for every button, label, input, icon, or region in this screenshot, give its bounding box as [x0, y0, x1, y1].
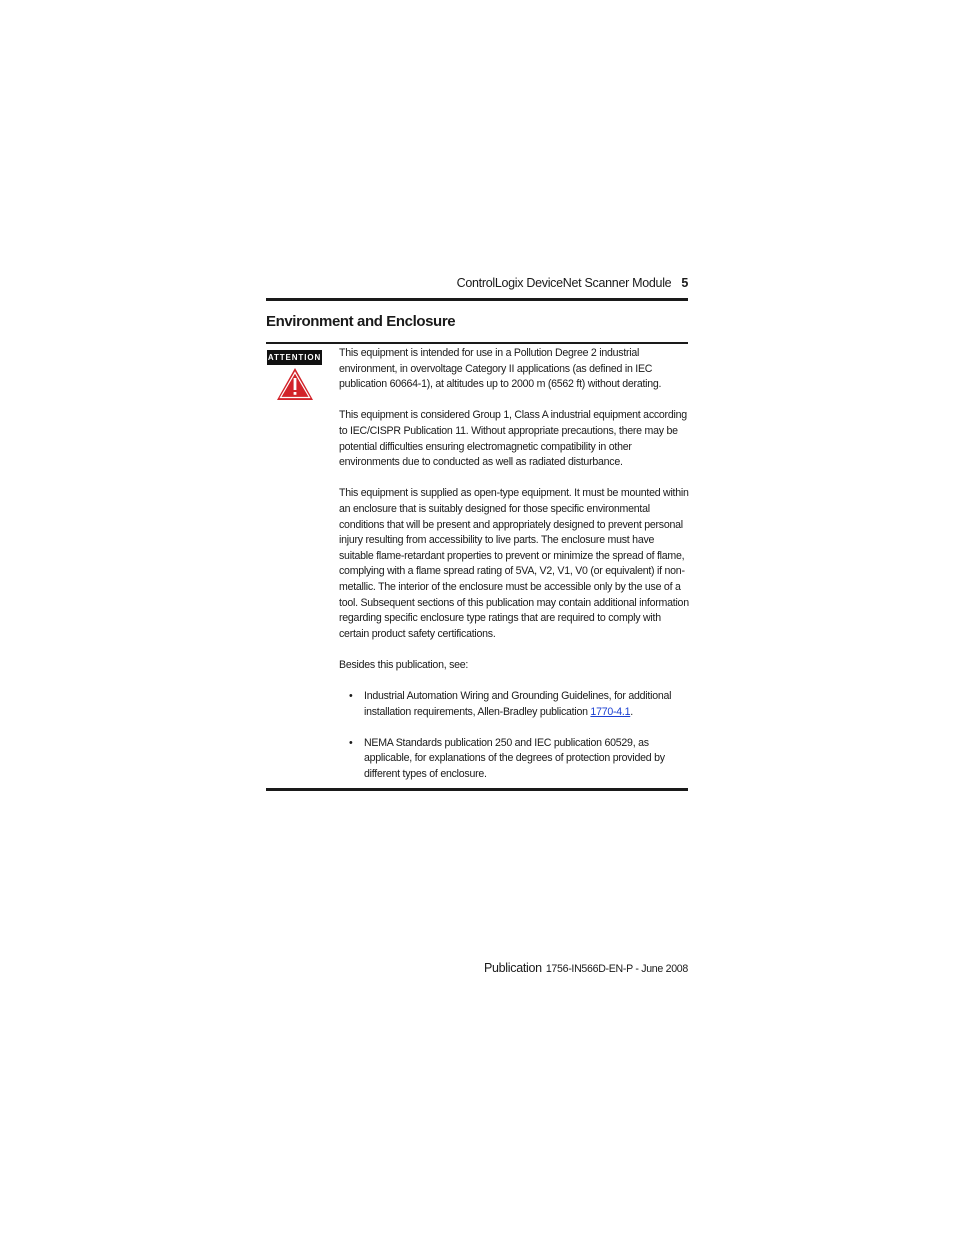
list-item: [339, 689, 689, 720]
header-title: ControlLogix DeviceNet Scanner Module: [456, 276, 672, 290]
warning-triangle-icon: [276, 367, 314, 401]
list-item-text: Industrial Automation Wiring and Grounding Guidelines, for additional installation requirements, Allen-Bradley publication: [364, 690, 672, 718]
reference-list: [339, 689, 689, 783]
footer-label: Publication: [483, 961, 542, 975]
paragraph-pollution-degree: This equipment is intended for use in a Pollution Degree 2 industrial environment, in overvoltage Category II applications (as defined in IEC publication 60664-1), at altitudes up to 2000 m (6562 ft) without derating.: [339, 347, 662, 391]
attention-body: [339, 346, 689, 798]
page-number: 5: [681, 276, 688, 290]
running-header: [266, 276, 688, 290]
exclamation-dot: [294, 392, 297, 395]
paragraph-see-also: Besides this publication, see:: [339, 658, 469, 671]
attention-bottom-rule: [266, 788, 688, 791]
exclamation-bar: [294, 378, 297, 390]
paragraph-enclosure: This equipment is supplied as open-type equipment. It must be mounted within an enclosure that is suitably designed for those specific environmental conditions that will be present and appropriately designed to prevent personal injury resulting from accessibility to live parts. The enclosure must have suitable flame-retardant properties to prevent or minimize the spread of flame, complying with a flame spread rating of 5VA, V2, V1, V0 (or equivalent) if non-metallic. The interior of the enclosure must be accessible only by the use of a tool. Subsequent sections of this publication may contain additional information regarding specific enclosure type ratings that are required to comply with certain product safety certifications.: [339, 487, 689, 640]
footer: [266, 961, 688, 975]
header-rule: [266, 298, 688, 301]
paragraph-emc: This equipment is considered Group 1, Class A industrial equipment according to IEC/CISPR Publication 11. Without appropriate precautions, there may be potential difficulties ensuring electromagnetic compatibility in other environments due to conducted as well as radiated disturbance.: [339, 409, 687, 469]
section-title: Environment and Enclosure: [266, 313, 456, 330]
attention-top-rule: [266, 342, 688, 344]
list-item: [339, 736, 689, 783]
attention-badge: ATTENTION: [267, 350, 322, 365]
list-item-suffix: .: [630, 705, 633, 718]
list-item-text: NEMA Standards publication 250 and IEC publication 60529, as applicable, for explanations of the degrees of protection provided by different types of enclosure.: [364, 736, 665, 781]
bullet-icon: •: [349, 736, 353, 749]
bullet-icon: •: [349, 690, 353, 703]
publication-link[interactable]: 1770-4.1: [590, 705, 631, 718]
publication-id: 1756-IN566D-EN-P - June 2008: [545, 963, 688, 975]
